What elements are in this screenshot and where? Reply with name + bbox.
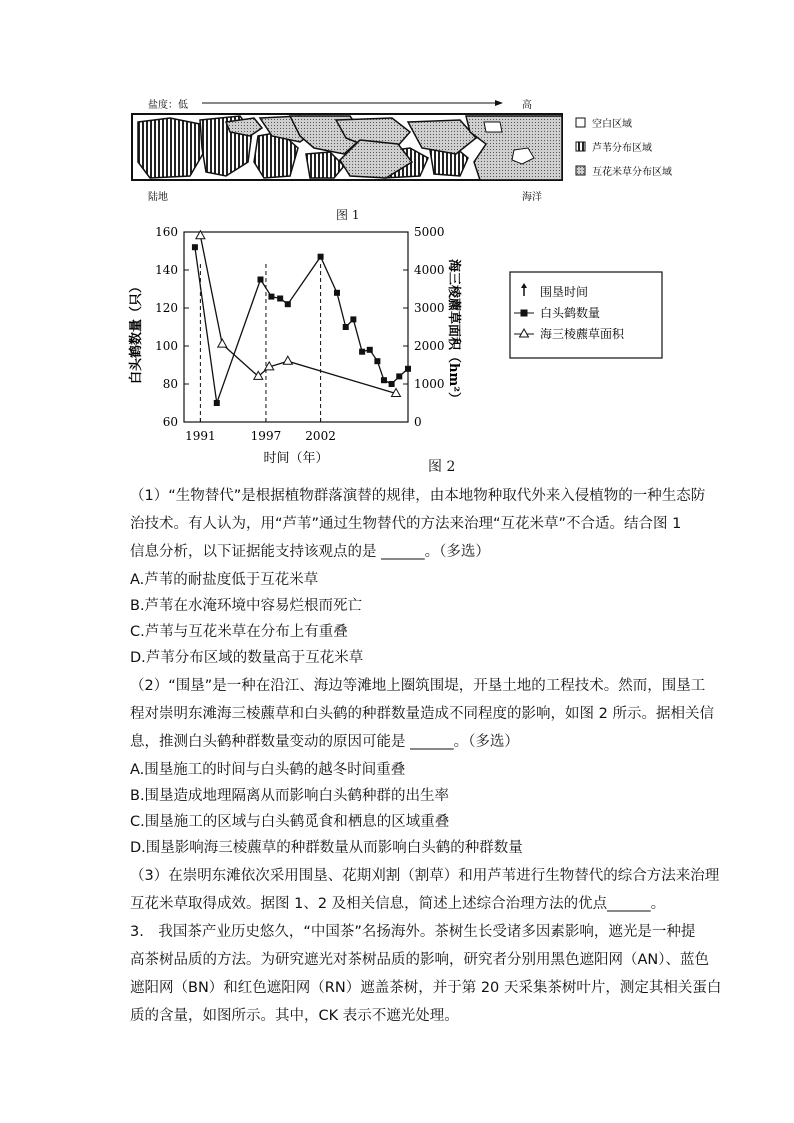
legend-crane: 白头鹤数量 — [540, 306, 601, 320]
q3-line-1: （3）在崇明东滩依次采用围垦、花期刈割（割草）和用芦苇进行生物替代的综合方法来治理 — [130, 868, 720, 884]
q1-line-2: 治技术。有人认为，用“芦苇”通过生物替代的方法来治理“互花米草”不合适。结合图 1 — [130, 516, 682, 532]
figure-2-chart — [128, 222, 668, 477]
sedge-area-line — [200, 236, 396, 394]
crane-count-point — [359, 349, 365, 355]
q2-option-c: C.围垦施工的区域与白头鹤觅食和栖息的区域重叠 — [130, 814, 450, 830]
legend-cordgrass: 互花米草分布区域 — [592, 167, 672, 178]
legend-reclamation: 围垦时间 — [540, 285, 589, 299]
q1-option-b: B.芦苇在水淹环境中容易烂根而死亡 — [130, 598, 363, 614]
y-right-tick-label: 2000 — [414, 339, 445, 353]
figure-1-caption: 图 1 — [336, 208, 360, 222]
q1-line-1: （1）“生物替代”是根据植物群落演替的规律，由本地物种取代外来入侵植物的一种生态防 — [130, 488, 706, 504]
salinity-high: 高 — [522, 100, 532, 111]
q2-line-2: 程对崇明东滩海三棱藨草和白头鹤的种群数量造成不同程度的影响，如图 2 所示。据相关信 — [130, 706, 714, 722]
y-left-tick-label: 160 — [155, 225, 178, 239]
crane-count-point — [389, 381, 395, 387]
figure-2 — [128, 222, 668, 477]
crane-count-point — [277, 296, 283, 302]
crane-count-point — [214, 400, 220, 406]
q1-option-c: C.芦苇与互花米草在分布上有重叠 — [130, 624, 348, 640]
y-right-axis-label: 海三棱藨草面积（hm²） — [446, 259, 461, 405]
crane-count-line — [195, 247, 408, 403]
figure-2-legend — [510, 272, 662, 358]
land-label: 陆地 — [148, 192, 168, 203]
square-marker-icon — [521, 310, 528, 317]
legend-sedge: 海三棱藨草面积 — [540, 327, 625, 341]
crane-count-point — [334, 290, 340, 296]
y-left-tick-label: 100 — [155, 339, 178, 353]
crane-count-point — [257, 277, 263, 283]
q1-option-a: A.芦苇的耐盐度低于互花米草 — [130, 572, 319, 588]
salinity-label: 盐度：低 — [148, 100, 188, 111]
q2-option-a: A.围垦施工的时间与白头鹤的越冬时间重叠 — [130, 762, 406, 778]
p3-line-4: 质的含量，如图所示。其中，CK 表示不遮光处理。 — [130, 1008, 459, 1024]
figure-1-legend — [576, 117, 672, 178]
y-left-tick-label: 120 — [155, 301, 178, 315]
y-right-tick-label: 5000 — [414, 225, 445, 239]
x-tick-label: 1991 — [185, 429, 216, 443]
q2-option-d: D.围垦影响海三棱藨草的种群数量从而影响白头鹤的种群数量 — [130, 840, 523, 856]
q2-option-b: B.围垦造成地理隔离从而影响白头鹤种群的出生率 — [130, 788, 450, 804]
crane-count-point — [405, 366, 411, 372]
sedge-area-point — [254, 371, 263, 379]
q3-line-2: 互花米草取得成效。据图 1、2 及相关信息，简述上述综合治理方法的优点______。 — [130, 896, 666, 912]
crane-count-point — [268, 294, 274, 300]
crane-count-point — [350, 316, 356, 322]
y-left-tick-label: 140 — [155, 263, 178, 277]
legend-blank: 空白区域 — [592, 119, 632, 130]
crane-count-point — [381, 377, 387, 383]
p3-line-3: 遮阳网（BN）和红色遮阳网（RN）遮盖茶树，并于第 20 天采集茶树叶片，测定其相关蛋白 — [130, 980, 722, 996]
crane-count-point — [318, 254, 324, 260]
y-right-tick-label: 1000 — [414, 377, 445, 391]
crane-count-point — [343, 324, 349, 330]
y-right-tick-label: 0 — [414, 415, 422, 429]
ocean-label: 海洋 — [522, 192, 542, 203]
figure-2-caption: 图 2 — [428, 459, 456, 475]
p3-line-1: 3. 我国茶产业历史悠久，“中国茶”名扬海外。茶树生长受诸多因素影响，遮光是一种提 — [130, 924, 696, 940]
q2-line-3: 息，推测白头鹤种群数量变动的原因可能是 ______。（多选） — [130, 734, 519, 750]
p3-line-2: 高茶树品质的方法。为研究遮光对茶树品质的影响，研究者分别用黑色遮阳网（AN）、蓝色 — [130, 952, 710, 968]
x-axis-label: 时间（年） — [263, 451, 329, 466]
y-left-axis-label: 白头鹤数量（只） — [129, 279, 144, 385]
crane-count-point — [192, 244, 198, 250]
y-right-tick-label: 3000 — [414, 301, 445, 315]
q2-line-1: （2）“围垦”是一种在沿江、海边等滩地上圈筑围堤，开垦土地的工程技术。然而，围垦工 — [130, 678, 706, 694]
figure-1 — [130, 92, 690, 222]
zonation-band — [132, 114, 562, 180]
legend-reed: 芦苇分布区域 — [592, 143, 652, 154]
crane-count-point — [367, 347, 373, 353]
plot-frame — [184, 232, 408, 422]
crane-count-point — [374, 358, 380, 364]
x-tick-label: 2002 — [305, 429, 336, 443]
y-left-tick-label: 60 — [162, 415, 178, 429]
y-right-tick-label: 4000 — [414, 263, 445, 277]
sedge-area-point — [218, 339, 227, 347]
figure-1-svg — [130, 92, 690, 222]
y-left-tick-label: 80 — [162, 377, 178, 391]
x-tick-label: 1997 — [250, 429, 282, 443]
crane-count-point — [396, 373, 402, 379]
sedge-area-point — [283, 356, 292, 364]
q1-option-d: D.芦苇分布区域的数量高于互花米草 — [130, 650, 364, 666]
q1-line-3: 信息分析，以下证据能支持该观点的是 ______。（多选） — [130, 544, 490, 560]
crane-count-point — [285, 301, 291, 307]
